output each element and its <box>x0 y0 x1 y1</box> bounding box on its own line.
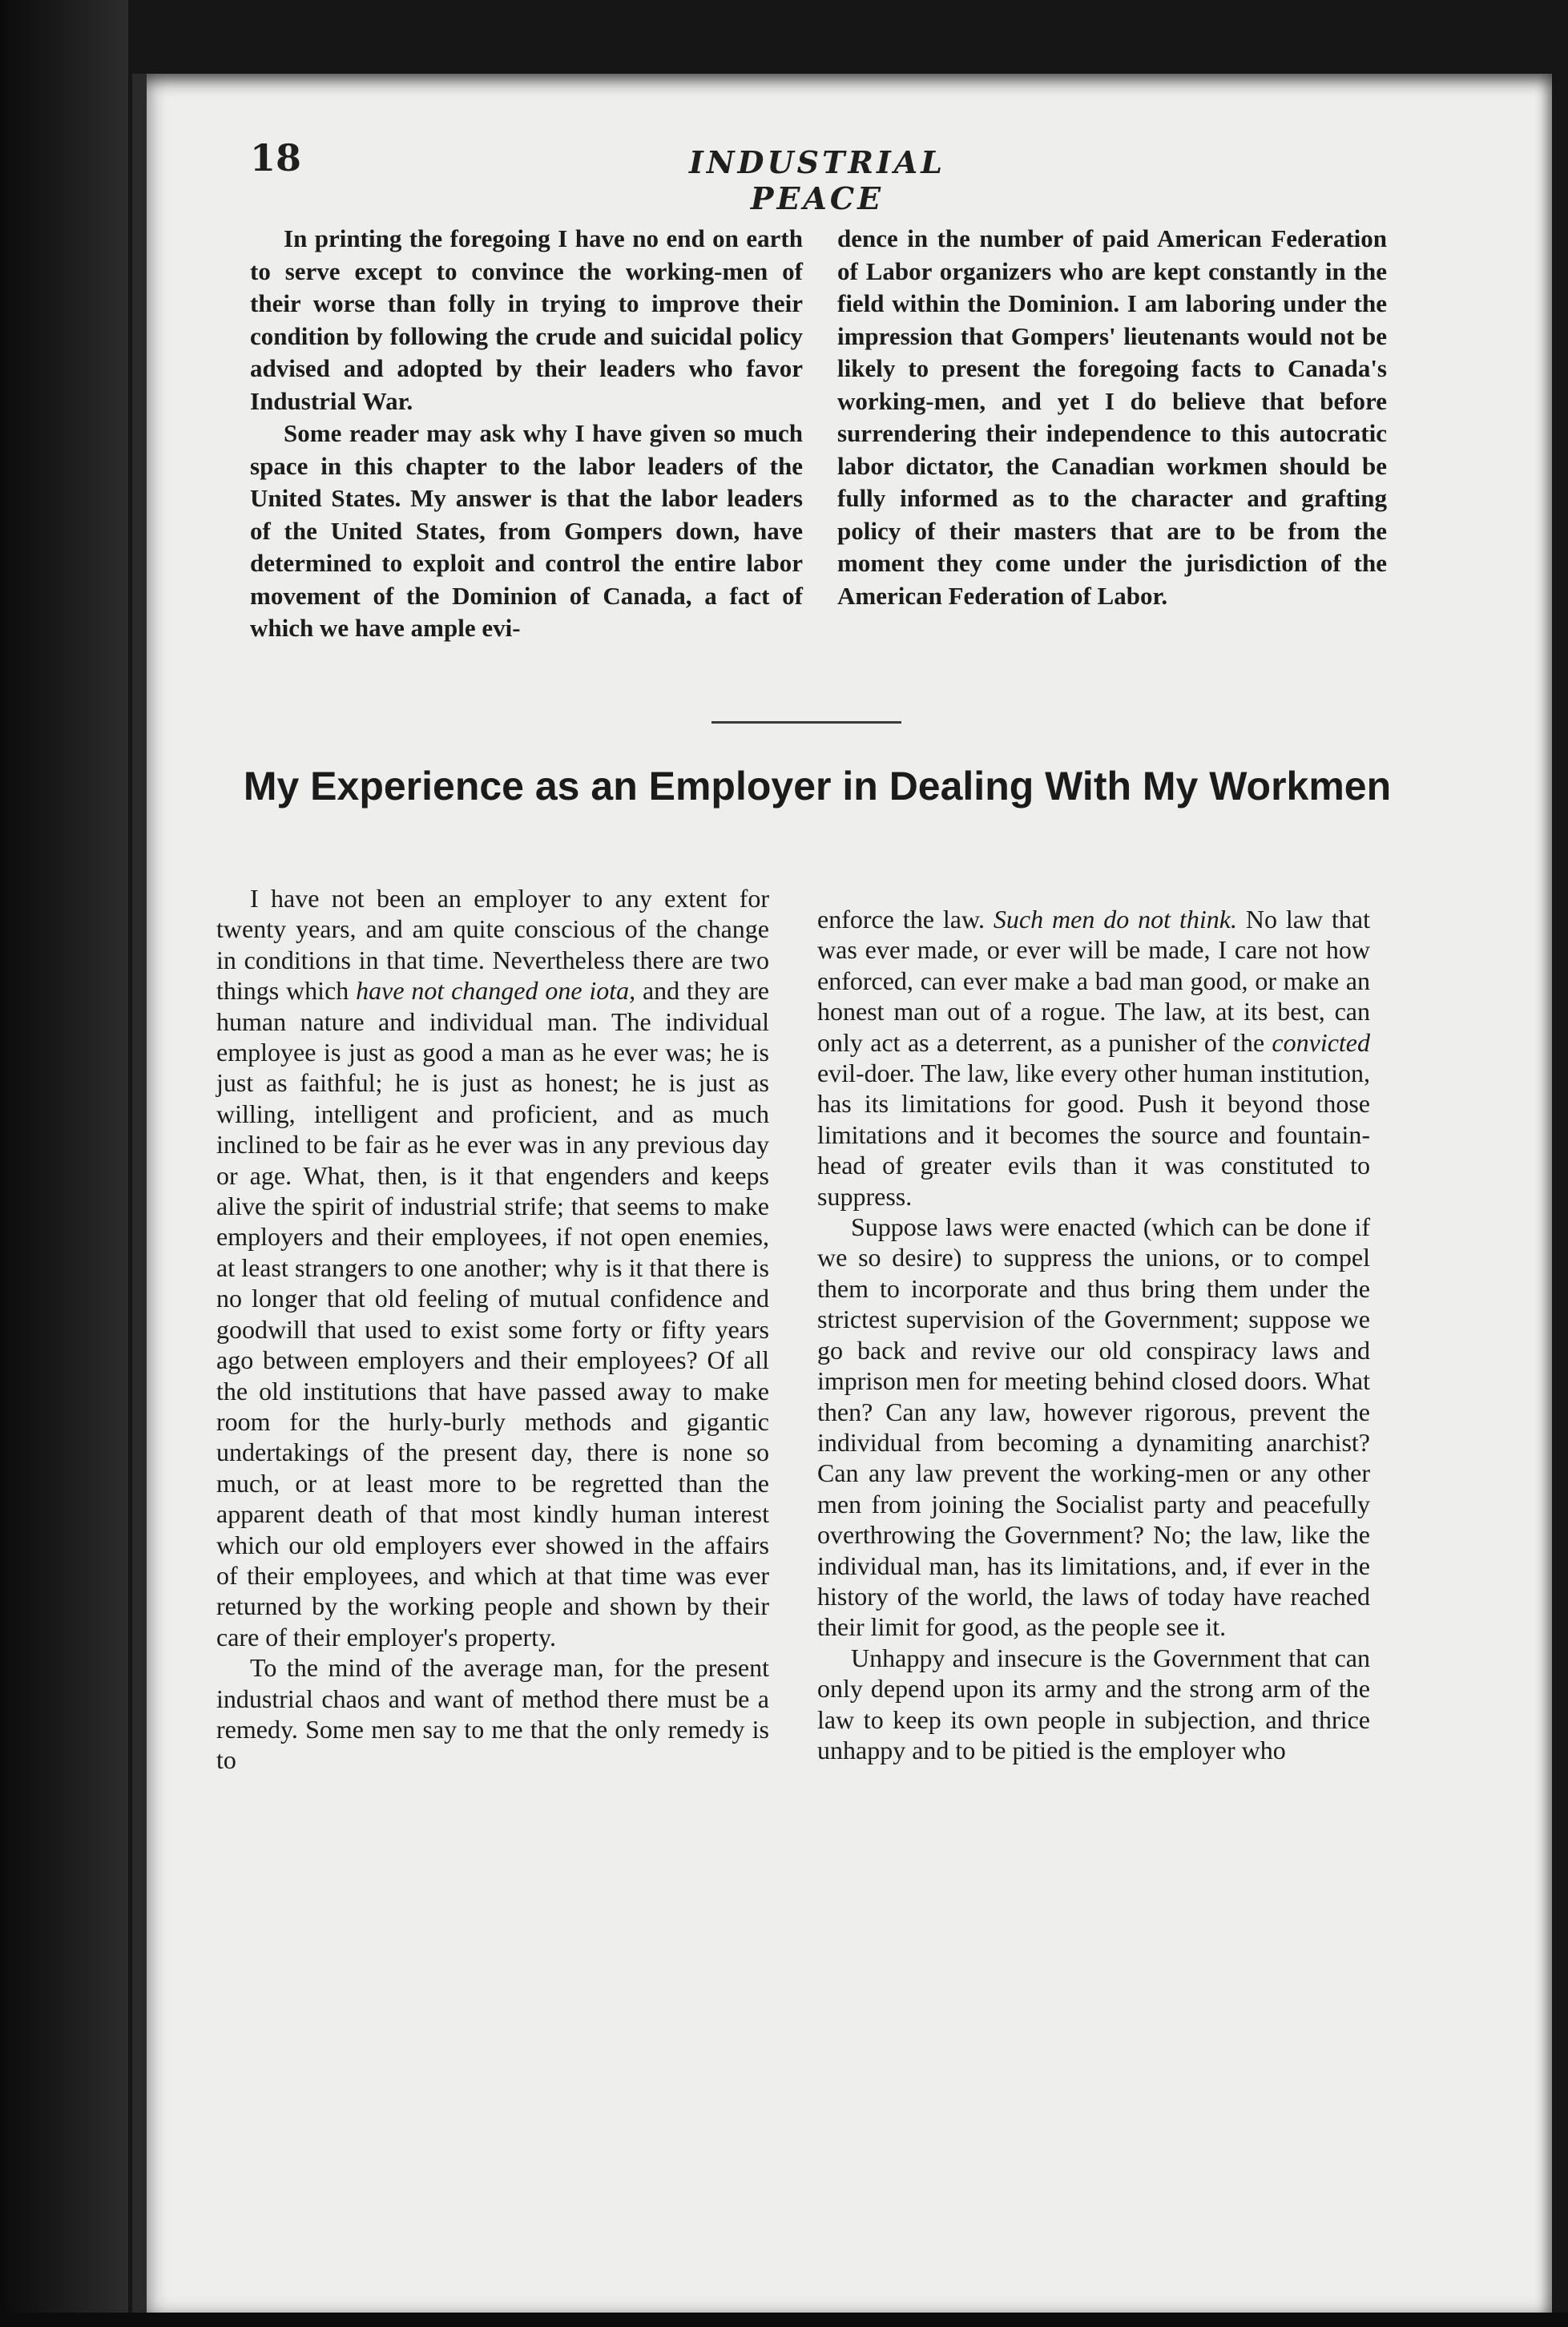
top-left-column <box>250 223 803 645</box>
paragraph <box>216 883 769 1652</box>
scan-bottom-edge <box>0 2313 1568 2327</box>
running-title: INDUSTRIAL PEACE <box>689 144 945 216</box>
paragraph: dence in the number of paid American Federation of Labor organizers who are kept constantly in the field within the Dominion. I am laboring under the impression that Gompers' lieutenants would not be likely to present the foregoing facts to Canada's working-men, and yet I do believe that before surrendering their independence to this autocratic labor dictator, the Canadian workmen should be fully informed as to the character and grafting policy of their masters that are to be from the moment they come under the jurisdiction of the American Federation of Labor. <box>837 224 1387 610</box>
page-number: 18 <box>250 136 302 179</box>
text-run: No law that was ever made, or ever will be made, I care not how enforced, can ever make a bad man good, or make an honest man out of a rogue. The law, at its best, can only act as a deterrent, as a punisher of the <box>817 905 1371 1057</box>
text-run: evil-doer. The law, like every other human institution, has its limitations for good. Push it beyond those limitations and it becomes the source and fountain-head of greater evils than it was constituted to suppress. <box>817 1059 1370 1211</box>
article-left-column <box>216 883 769 1776</box>
paragraph: To the mind of the average man, for the present industrial chaos and want of method there must be a remedy. Some men say to me that the only remedy is to <box>216 1653 769 1775</box>
scan-left-shadow <box>0 0 128 2327</box>
text-run: I have not been an employer to any extent for twenty years, and am quite conscious of the change in conditions in that time. Nevertheless there are two things which <box>216 884 769 1006</box>
emphasis-text: convicted <box>1272 1027 1370 1057</box>
paragraph: In printing the foregoing I have no end on earth to serve except to convince the working-men of their worse than folly in trying to improve their condition by following the crude and suicidal policy advised and adopted by their leaders who favor Industrial War. <box>250 224 803 415</box>
page-binding-edge <box>132 74 147 2319</box>
paragraph: Some reader may ask why I have given so much space in this chapter to the labor leaders of the United States. My answer is that the labor leaders of the United States, from Gompers down, have determined to exploit and control the entire labor movement of the Dominion of Canada, a fact of which we have ample evi- <box>250 419 803 642</box>
paragraph: Suppose laws were enacted (which can be done if we so desire) to suppress the unions, or to compel them to incorporate and thus bring them under the strictest supervision of the Government; suppose we go back and revive our old conspiracy laws and imprison men for meeting behind closed doors. What then? Can any law, however rigorous, prevent the individual from becoming a dynamiting anarchist? Can any law prevent the working-men or any other men from joining the Socialist party and peacefully overthrowing the Government? No; the law, like the individual man, has its limitations, and, if ever in the history of the world, the laws of today have reached their limit for good, as the people see it. <box>817 1212 1370 1642</box>
section-divider <box>721 721 901 724</box>
text-run: and they are human nature and individual man. The individual employee is just as good a man as he ever was; he is just as faithful; he is just as honest; he is just as willing, intelligent and proficient, and as much inclined to be fair as he ever was in any previous day or age. What, then, is it that engenders and keeps alive the spirit of industrial strife; that seems to make employers and their employees, if not open enemies, at least strangers to one another; why is it that there is no longer that old feeling of mutual confidence and goodwill that used to exist some forty or fifty years ago between employers and their employees? Of all the old institutions that have passed away to make room for the hurly-burly methods and gigantic undertakings of the present day, there is none so much, or at least more to be regretted than the apparent death of that most kindly human interest which our old employers ever showed in the affairs of their employees, and which at that time was ever returned by the working people and shown by their care of their employer's property. <box>216 976 770 1651</box>
emphasis-text: Such men do not think. <box>993 905 1237 934</box>
text-run: enforce the law. <box>817 905 994 934</box>
emphasis-text: have not changed one iota, <box>356 976 636 1006</box>
article-right-column <box>817 904 1370 1765</box>
paragraph: Unhappy and insecure is the Government that can only depend upon its army and the strong arm of the law to keep its own people in subjection, and thrice unhappy and to be pitied is the employer who <box>817 1643 1370 1764</box>
paragraph <box>817 904 1370 1212</box>
top-right-column <box>837 223 1387 612</box>
article-title: My Experience as an Employer in Dealing With My Workmen <box>243 764 1392 809</box>
